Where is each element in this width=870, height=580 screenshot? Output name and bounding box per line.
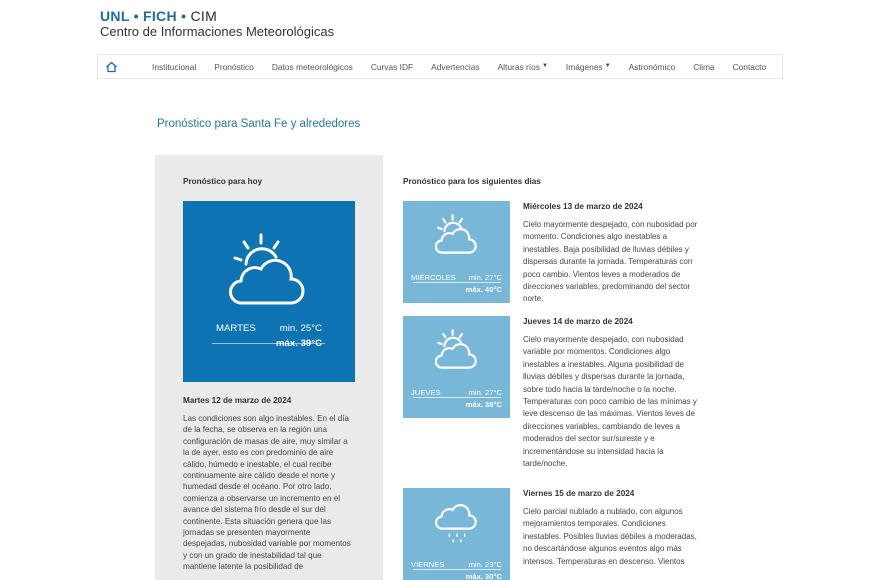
forecast-max-temp: máx. 38°C: [465, 400, 502, 409]
forecast-date: Miércoles 13 de marzo de 2024: [523, 202, 643, 211]
chevron-down-icon: ▼: [541, 62, 548, 69]
forecast-min-temp: min. 23°C: [468, 560, 502, 569]
today-date: Martes 12 de marzo de 2024: [183, 396, 292, 405]
chevron-down-icon: ▼: [604, 62, 611, 69]
forecast-max-temp: máx. 30°C: [465, 572, 502, 580]
forecast-min-temp: min. 27°C: [468, 273, 502, 282]
forecast-date: Viernes 15 de marzo de 2024: [523, 489, 635, 498]
divider: [413, 397, 501, 398]
forecast-min-temp: min. 27°C: [468, 388, 502, 397]
today-heading: Pronóstico para hoy: [183, 177, 263, 186]
logo-cim: CIM: [190, 8, 218, 24]
logo-wordmark: UNL • FICH • CIM: [100, 8, 218, 24]
nav-item-institucional[interactable]: Institucional: [152, 61, 197, 72]
nav-items: [152, 62, 766, 72]
logo-fich: FICH: [143, 8, 177, 24]
today-panel: [155, 155, 383, 580]
divider: [413, 282, 501, 283]
site-subtitle: Centro de Informaciones Meteorológicas: [100, 24, 335, 39]
logo-unl: UNL: [100, 8, 130, 24]
nav-item-clima[interactable]: Clima: [693, 61, 715, 72]
partly-cloudy-icon: [435, 213, 479, 257]
rain-cloud-icon: [435, 500, 479, 544]
forecast-description: Cielo parcial nublado a nublado, con algunos mejoramientos temporales. Condiciones inestables. Posibles lluvias débiles a moderadas, no descartándose algunos eventos algo más intensos. Temperaturas en descenso. Vientos: [523, 507, 697, 566]
main-nav: [97, 54, 783, 79]
nav-item-imagenes[interactable]: [566, 62, 611, 72]
nav-item-label: Alturas ríos: [497, 61, 540, 72]
nav-item-label: Imágenes: [565, 61, 603, 72]
divider: [413, 569, 501, 570]
today-min-temp: min. 25°C: [279, 323, 322, 334]
page-title: Pronóstico para Santa Fe y alrededores: [157, 118, 361, 130]
forecast-card-friday: [403, 488, 510, 580]
today-max-temp: máx. 39°C: [276, 338, 322, 349]
today-forecast-card: [183, 201, 355, 382]
nav-item-datos-meteorologicos[interactable]: Datos meteorológicos: [271, 61, 353, 72]
forecast-date: Jueves 14 de marzo de 2024: [523, 317, 633, 326]
next-days-heading: Pronóstico para los siguientes dias: [403, 177, 541, 186]
forecast-description: Cielo mayormente despejado, con nubosidad por momento. Condiciones algo inestables a inestables. Baja posibilidad de lluvias débiles y dispersas durante la jornada. Temperaturas con poco cambio. Vientos leves a moderados de direcciones variables, predominando del sector norte.: [523, 220, 698, 304]
nav-item-curvas-idf[interactable]: Curvas IDF: [370, 61, 414, 72]
nav-item-advertencias[interactable]: Advertencias: [431, 61, 480, 72]
forecast-day: VIERNES: [411, 560, 445, 569]
nav-item-pronostico[interactable]: Pronóstico: [214, 61, 254, 72]
today-day: MARTES: [216, 323, 256, 334]
forecast-card-wednesday: [403, 201, 510, 303]
forecast-day: MIÉRCOLES: [411, 273, 456, 282]
nav-item-astronomico[interactable]: Astronómico: [628, 61, 676, 72]
home-icon[interactable]: [100, 55, 122, 79]
today-description: Las condiciones son algo inestables. En el día de la fecha, se observa en la región una configuración de masas de aire, muy similar a la de ayer, esto es con predominio de aire cálido, húmedo e inestable, el cual recibe continuamente aire cálido desde el norte y humedad desde el océano. Por otro lado, comienza a observarse un incremento en el avance del sistema frío desde el sur del continente. Esta situación genera que las jornadas se presenten mayormente despejadas, nubosidad variable por momentos y con un grado de inestabilidad tal que mantiene latente la posibilidad de: [183, 414, 351, 572]
forecast-description: Cielo mayormente despejado, con nubosidad variable por momentos. Condiciones algo inestables a inestables. Alguna posibilidad de lluvias débiles y dispersas durante la jornada, sobre todo hacia la tarde/noche o la noche. Temperaturas con poco cambio de las mínimas y leve descenso de las máximas. Vientos leves de direcciones variables, cambiando de leves a moderados del sector sur/sureste y e incrementándose su intensidad hacia la tarde/noche.: [523, 335, 697, 469]
nav-item-contacto[interactable]: Contacto: [732, 61, 767, 72]
forecast-max-temp: máx. 40°C: [465, 285, 502, 294]
partly-cloudy-icon: [229, 231, 309, 311]
forecast-card-thursday: [403, 316, 510, 418]
nav-item-alturas-rios[interactable]: [498, 62, 548, 72]
forecast-day: JUEVES: [411, 388, 441, 397]
partly-cloudy-icon: [435, 328, 479, 372]
site-logo[interactable]: [100, 8, 334, 39]
